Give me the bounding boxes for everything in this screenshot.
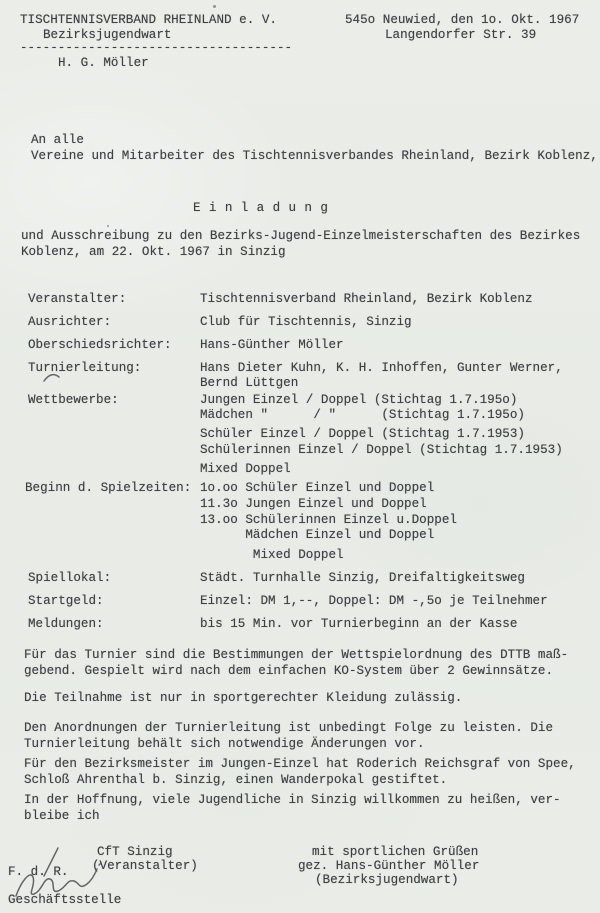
field-label-meldungen: Meldungen: (28, 617, 104, 631)
field-value-spielzeiten-2: 11.3o Jungen Einzel und Doppel (200, 497, 427, 511)
field-label-ausrichter: Ausrichter: (28, 315, 112, 329)
field-value-meldungen: bis 15 Min. vor Turnierbeginn an der Kasse (200, 617, 518, 631)
field-value-spielzeiten-5: Mixed Doppel (200, 548, 344, 562)
closing-signed: gez. Hans-Günther Möller (298, 859, 480, 873)
paragraph-pokal-1: Für den Bezirksmeister im Jungen-Einzel hat Roderich Reichsgraf von Spee, (24, 757, 576, 771)
letterhead-city-date: 545o Neuwied, den 1o. Okt. 1967 (345, 13, 580, 27)
scan-speck (107, 225, 109, 227)
field-label-turnierleitung: Turnierleitung: (28, 361, 142, 375)
letterhead-org: TISCHTENNISVERBAND RHEINLAND e. V. (20, 13, 277, 27)
field-label-startgeld: Startgeld: (28, 594, 104, 608)
field-value-wettbewerbe-4: Schülerinnen Einzel / Doppel (Stichtag 1.7.1953) (200, 443, 563, 457)
field-label-veranstalter: Veranstalter: (28, 292, 127, 306)
paragraph-kleidung: Die Teilnahme ist nur in sportgerechter Kleidung zulässig. (24, 691, 463, 705)
field-value-spiellokal: Städt. Turnhalle Sinzig, Dreifaltigkeitsweg (200, 571, 525, 585)
paragraph-anordnung-1: Den Anordnungen der Turnierleitung ist unbedingt Folge zu leisten. Die (24, 721, 554, 735)
field-value-spielzeiten-3: 13.oo Schülerinnen Einzel u.Doppel (200, 513, 457, 527)
paragraph-hoffnung-1: In der Hoffnung, viele Jugendliche in Sinzig willkommen zu heißen, ver- (24, 793, 561, 807)
paragraph-anordnung-2: Turnierleitung behält sich notwendige Änderungen vor. (24, 737, 425, 751)
paragraph-rules-1: Für das Turnier sind die Bestimmungen der Wettspielordnung des DTTB maß- (24, 648, 569, 662)
closing-right-role: (Bezirksjugendwart) (315, 873, 459, 887)
field-label-oberschiedsrichter: Oberschiedsrichter: (28, 338, 172, 352)
field-value-spielzeiten-4: Mädchen Einzel und Doppel (200, 528, 435, 542)
closing-office: Geschäftsstelle (8, 893, 122, 907)
pen-checkmark (42, 370, 68, 384)
letterhead-street: Langendorfer Str. 39 (385, 28, 537, 42)
signature-scribble (0, 840, 130, 910)
intro-line-2: Koblenz, am 22. Okt. 1967 in Sinzig (21, 245, 286, 259)
paragraph-pokal-2: Schloß Ahrenthal b. Sinzig, einen Wanderpokal gestiftet. (24, 773, 448, 787)
recipient-line-1: An alle (31, 133, 84, 147)
field-value-ausrichter: Club für Tischtennis, Sinzig (200, 315, 412, 329)
field-value-oberschiedsrichter: Hans-Günther Möller (200, 338, 344, 352)
paragraph-rules-2: gebend. Gespielt wird nach dem einfachen KO-System über 2 Gewinnsätze. (24, 664, 554, 678)
field-value-wettbewerbe-2: Mädchen " / " (Stichtag 1.7.195o) (200, 408, 525, 422)
intro-line-1: und Ausschreibung zu den Bezirks-Jugend-Einzelmeisterschaften des Bezirkes (21, 229, 581, 243)
recipient-line-2: Vereine und Mitarbeiter des Tischtennisverbandes Rheinland, Bezirk Koblenz, (31, 149, 598, 163)
document-title: E i n l a d u n g (193, 201, 329, 215)
field-value-startgeld: Einzel: DM 1,--, Doppel: DM -,5o je Teilnehmer (200, 594, 548, 608)
field-value-wettbewerbe-5: Mixed Doppel (200, 462, 291, 476)
field-value-spielzeiten-1: 1o.oo Schüler Einzel und Doppel (200, 481, 435, 495)
field-value-wettbewerbe-3: Schüler Einzel / Doppel (Stichtag 1.7.1953) (200, 427, 525, 441)
field-value-veranstalter: Tischtennisverband Rheinland, Bezirk Koblenz (200, 292, 533, 306)
closing-salute: mit sportlichen Grüßen (312, 845, 479, 859)
field-value-turnierleitung-1: Hans Dieter Kuhn, K. H. Inhoffen, Gunter Werner, (200, 361, 563, 375)
field-label-wettbewerbe: Wettbewerbe: (28, 393, 119, 407)
field-label-spielzeiten: Beginn d. Spielzeiten: (25, 481, 192, 495)
letterhead-name: H. G. Möller (58, 56, 149, 70)
letterhead-role: Bezirksjugendwart (43, 28, 172, 42)
field-value-turnierleitung-2: Bernd Lüttgen (200, 376, 299, 390)
closing-fdr: F. d. R. (8, 865, 69, 879)
closing-left-org: CfT Sinzig (97, 845, 173, 859)
closing-left-role: (Veranstalter) (92, 859, 198, 873)
field-value-wettbewerbe-1: Jungen Einzel / Doppel (Stichtag 1.7.195o) (200, 393, 518, 407)
scan-speck (213, 5, 216, 8)
field-label-spiellokal: Spiellokal: (28, 571, 112, 585)
letterhead-divider: ------------------------------------ (20, 41, 293, 55)
paragraph-hoffnung-2: bleibe ich (24, 809, 100, 823)
